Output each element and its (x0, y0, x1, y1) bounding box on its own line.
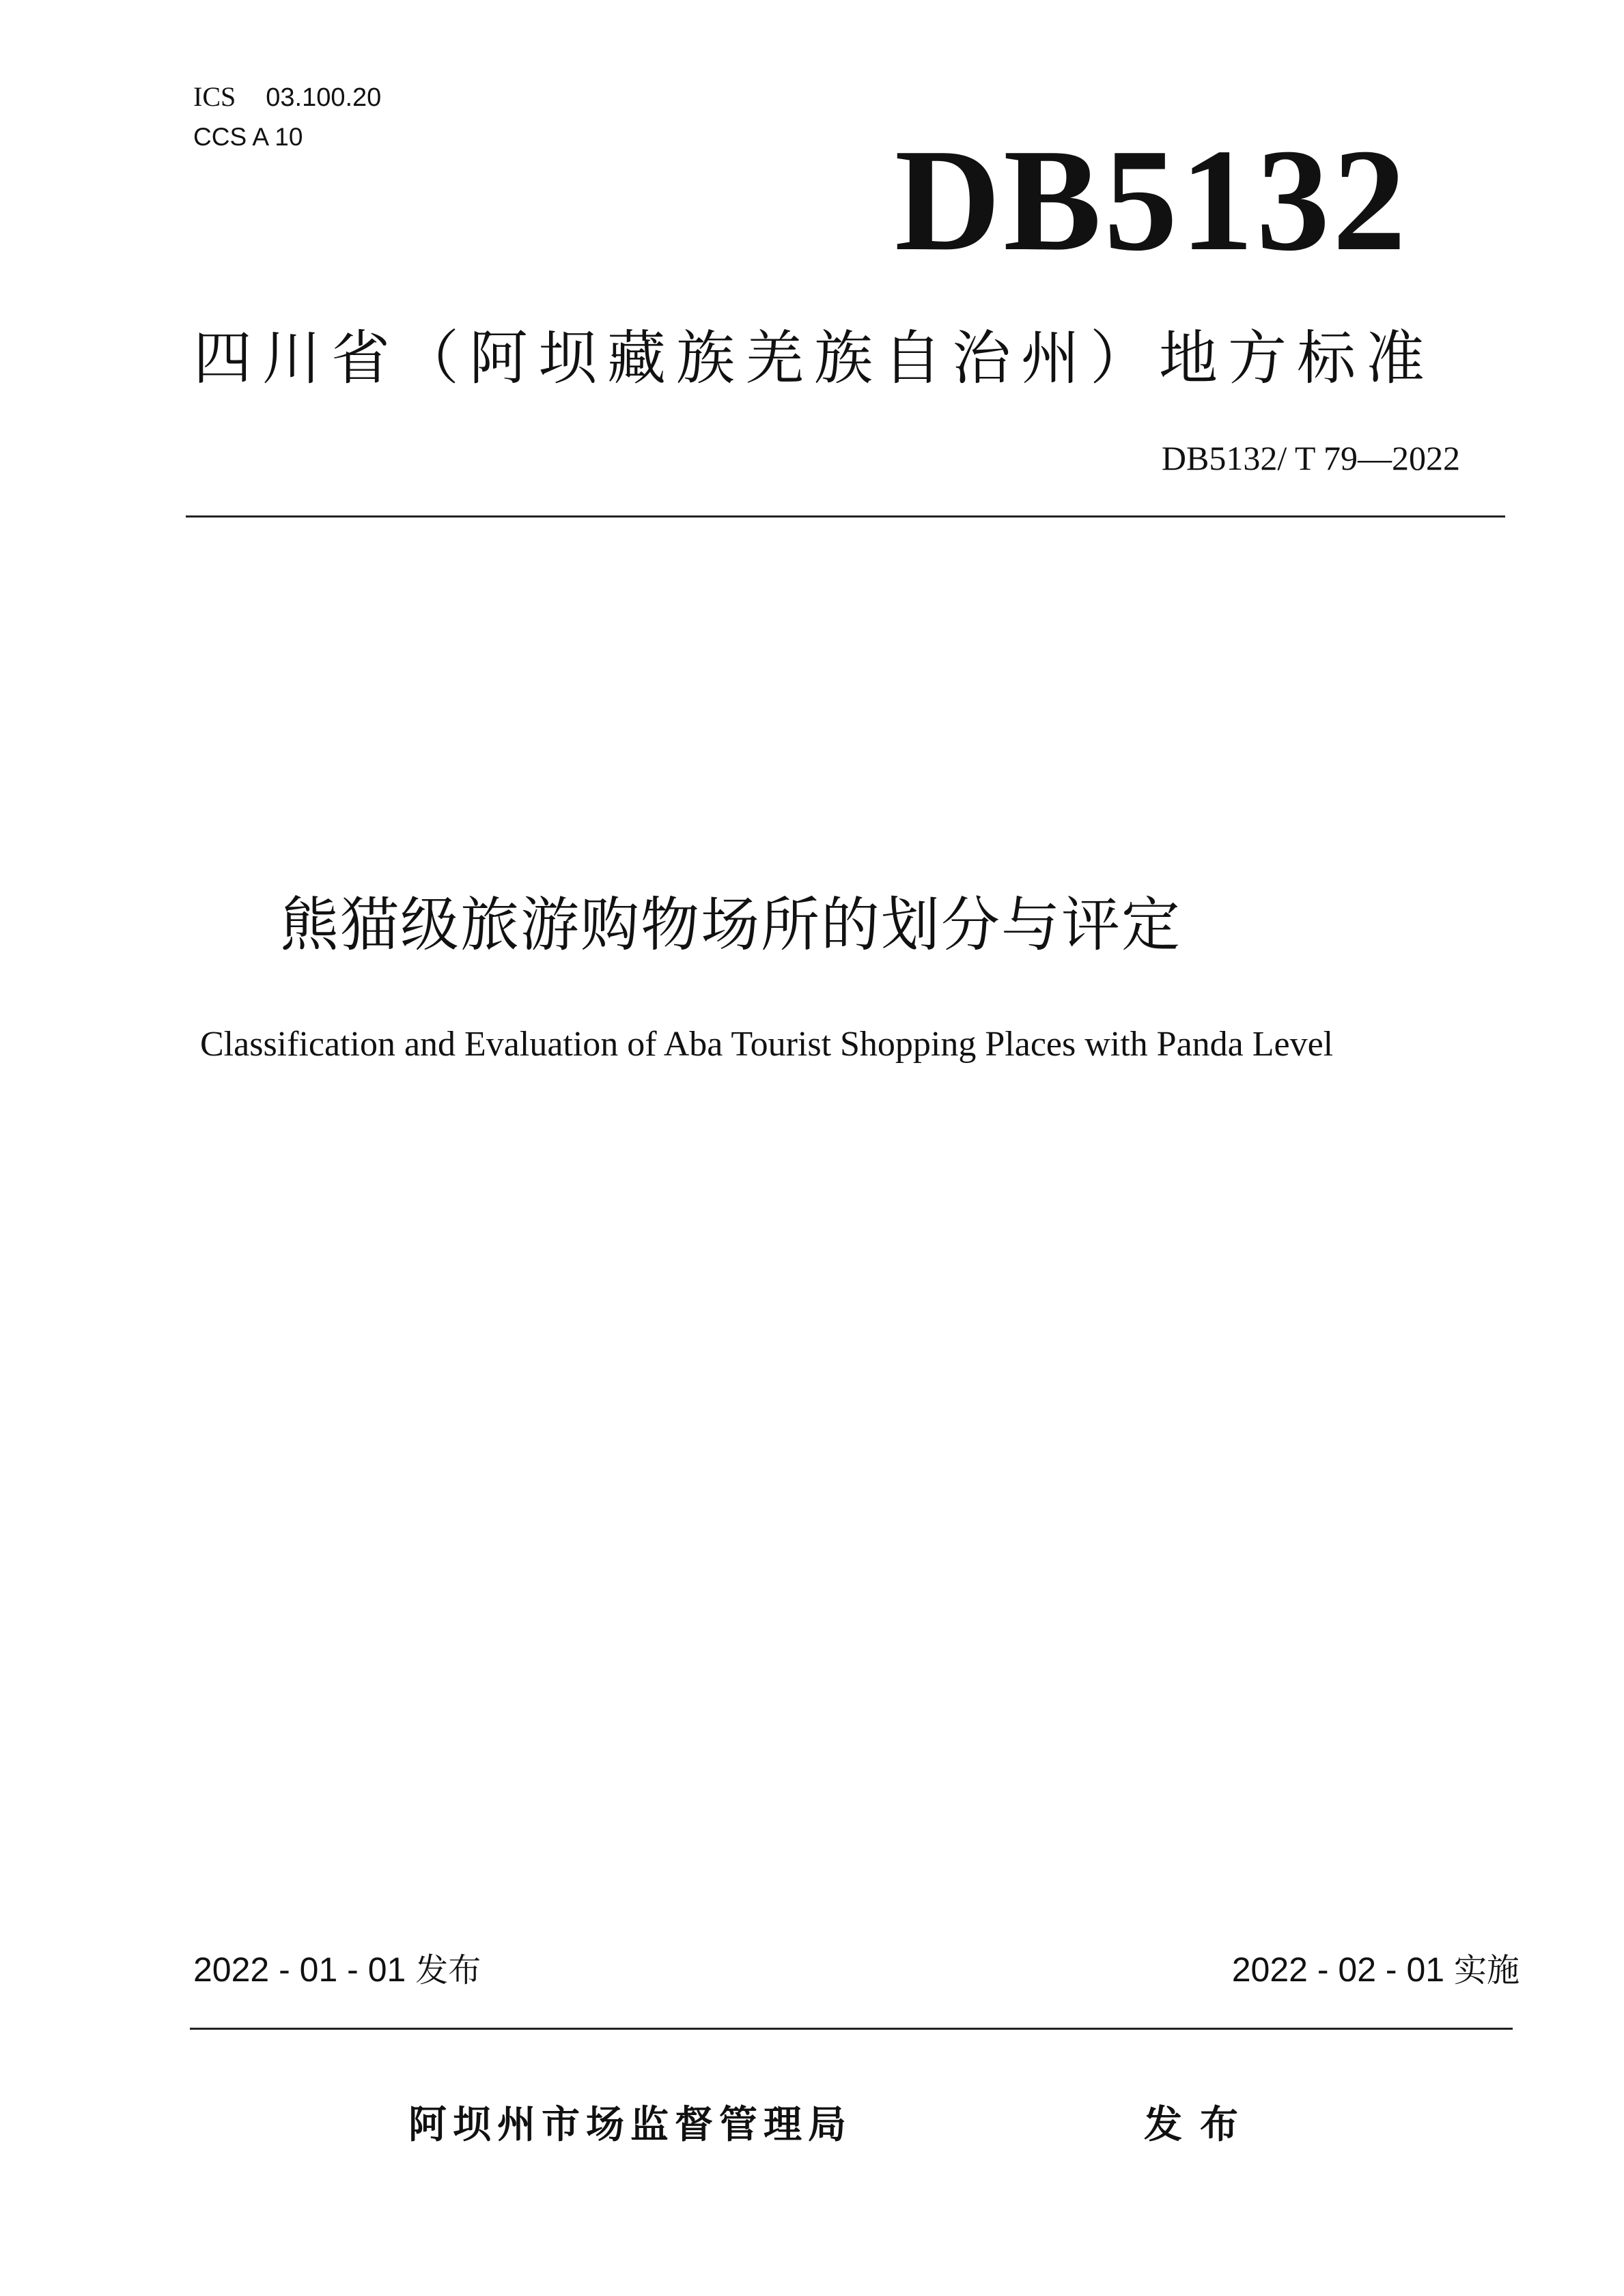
standard-number: DB5132/ T 79—2022 (1161, 439, 1460, 477)
publish-label: 发布 (415, 1951, 481, 1989)
issue-label: 发布 (1144, 2103, 1256, 2147)
document-title-english: Classification and Evaluation of Aba Tourist Shopping Places with Panda Level (200, 1025, 1334, 1064)
issuing-authority: 阿坝州市场监督管理局 (408, 2103, 852, 2147)
ics-label: ICS (193, 81, 236, 112)
header-divider (186, 515, 1505, 518)
ccs-classification: CCS A 10 (193, 123, 303, 151)
implement-label: 实施 (1453, 1951, 1520, 1989)
publish-date-line (193, 1944, 481, 1991)
document-title-chinese: 熊猫级旅游购物场所的划分与评定 (280, 891, 1181, 959)
ics-classification (193, 81, 381, 113)
ics-code: 03.100.20 (266, 83, 382, 112)
standard-category-title: 四川省（阿坝藏族羌族自治州）地方标准 (193, 324, 1435, 393)
footer-divider (190, 2028, 1513, 2030)
db-standard-mark: DB5132 (895, 118, 1409, 281)
implement-date: 2022 - 02 - 01 (1231, 1951, 1445, 1989)
implement-date-line (1232, 1944, 1520, 1991)
publish-date: 2022 - 01 - 01 (193, 1951, 406, 1989)
